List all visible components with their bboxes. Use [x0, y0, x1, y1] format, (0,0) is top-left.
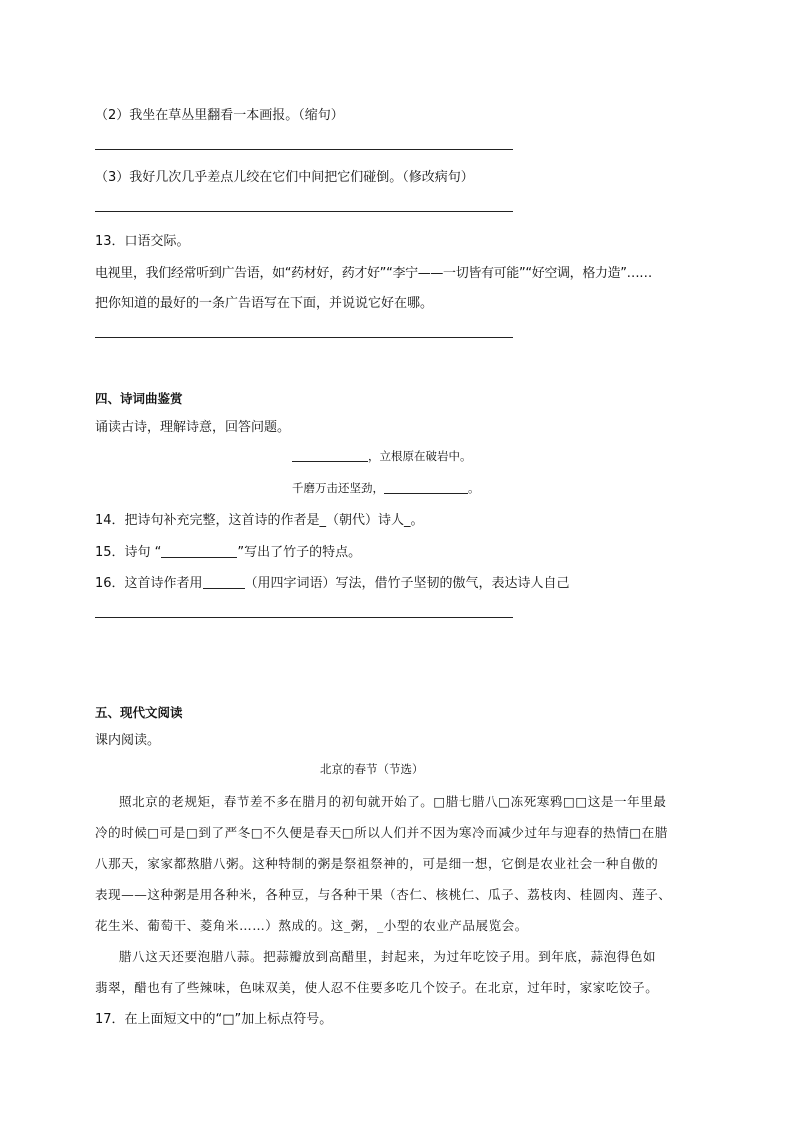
section-5-heading: 五、现代文阅读 — [95, 705, 183, 720]
q16-blank[interactable] — [203, 576, 245, 589]
passage-p2-line-2: 翡翠，醋也有了些辣味，色味双美，使人忍不住要多吃几个饺子。在北京，过年时，家家吃饺子。 — [95, 980, 659, 995]
question-17: 17．在上面短文中的“□”加上标点符号。 — [95, 1012, 333, 1027]
question-13-text: 电视里，我们经常听到广告语，如“药材好，药才好”“李宁——一切皆有可能”“好空调，格力造”…… — [95, 266, 652, 281]
poem-blank-1[interactable] — [292, 449, 368, 462]
question-3: （3）我好几次几乎差点儿绞在它们中间把它们碰倒。（修改病句） — [95, 170, 474, 185]
poem-line-1: ，立根原在破岩中。 — [292, 448, 472, 464]
answer-line-q3[interactable] — [95, 211, 513, 212]
poem-line-2: 千磨万击还坚劲， 。 — [292, 481, 480, 495]
passage-title: 北京的春节（节选） — [320, 762, 424, 776]
answer-line-q16[interactable] — [95, 617, 513, 618]
passage-p2-line-1: 腊八这天还要泡腊八蒜。把蒜瓣放到高醋里，封起来，为过年吃饺子用。到年底，蒜泡得色如 — [119, 949, 657, 964]
question-13-title: 13．口语交际。 — [95, 234, 190, 249]
passage-p1-line-1: 照北京的老规矩，春节差不多在腊月的初旬就开始了。□腊七腊八□冻死寒鸦□□这是一年里最 — [119, 794, 667, 809]
answer-line-q13[interactable] — [95, 337, 513, 338]
question-2: （2）我坐在草丛里翻看一本画报。（缩句） — [95, 108, 344, 123]
question-13-instruction: 把你知道的最好的一条广告语写在下面，并说说它好在哪。 — [95, 296, 434, 311]
poem-blank-2[interactable] — [384, 481, 468, 494]
question-15: 15．诗句 “ ”写出了竹子的特点。 — [95, 545, 362, 560]
question-16: 16．这首诗作者用 （用四字词语）写法，借竹子坚韧的傲气，表达诗人自己 — [95, 576, 570, 591]
section-4-heading: 四、诗词曲鉴赏 — [95, 391, 183, 406]
section-5-intro: 课内阅读。 — [95, 733, 161, 748]
passage-p1-line-4: 表现——这种粥是用各种米，各种豆，与各种干果（杏仁、核桃仁、瓜子、荔枝肉、桂圆肉、莲子、 — [95, 887, 672, 902]
q15-blank[interactable] — [161, 545, 237, 558]
passage-p1-line-2: 冷的时候□可是□到了严冬□不久便是春天□所以人们并不因为寒冷而减少过年与迎春的热情□在腊 — [95, 825, 668, 840]
passage-p1-line-3: 八那天，家家都熬腊八粥。这种特制的粥是祭祖祭神的，可是细一想，它倒是农业社会一种自傲的 — [95, 856, 659, 871]
section-4-intro: 诵读古诗，理解诗意，回答问题。 — [95, 420, 291, 435]
answer-line-q2[interactable] — [95, 149, 513, 150]
passage-p1-line-5: 花生米、葡萄干、菱角米……）熬成的。这_粥，_小型的农业产品展览会。 — [95, 918, 528, 933]
question-14: 14．把诗句补充完整，这首诗的作者是_（朝代）诗人_。 — [95, 513, 424, 528]
